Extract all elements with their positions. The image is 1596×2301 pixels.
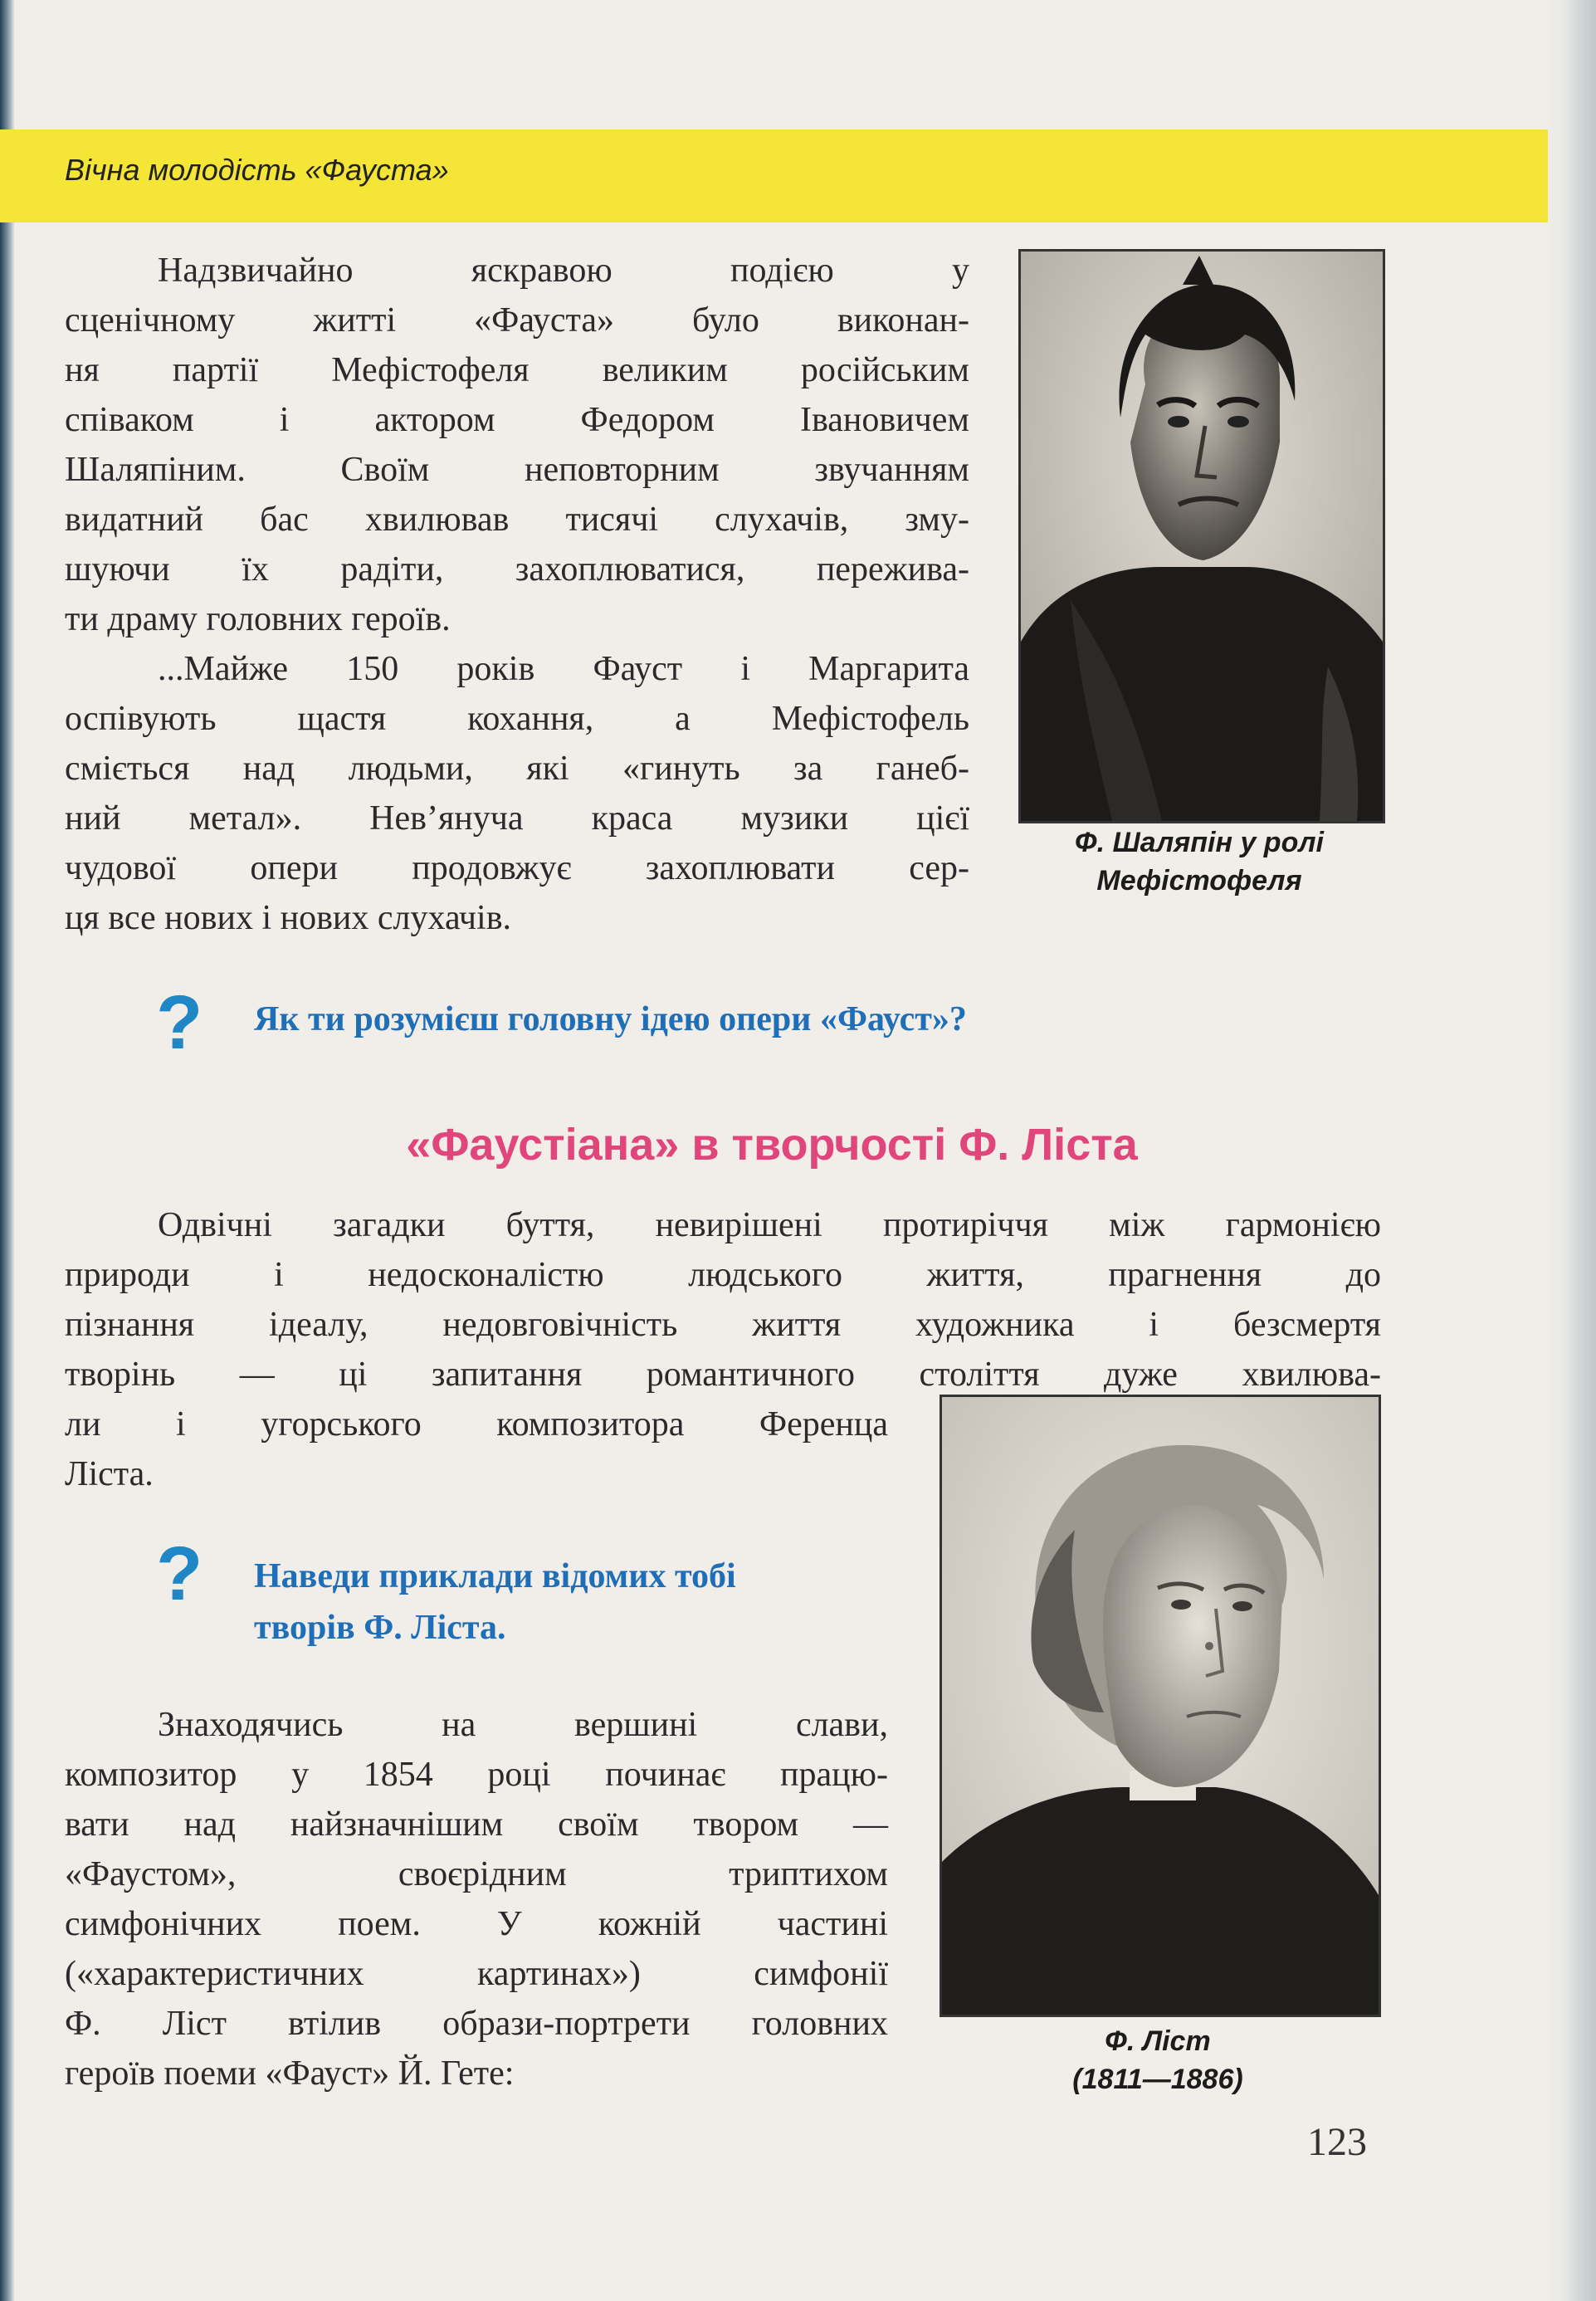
running-header: Вічна молодість «Фауста»: [65, 153, 449, 187]
page-edge: [1546, 0, 1596, 2301]
text-line: оспівують щастя кохання, а Мефістофель: [65, 700, 969, 738]
text-line: природи і недосконалістю людського життя, прагнення до: [65, 1256, 1381, 1294]
chaliapin-photo: [1018, 249, 1385, 823]
chaliapin-caption: [996, 823, 1403, 900]
text-line: творінь — ці запитання романтичного століття дуже хвилюва-: [65, 1356, 1381, 1394]
text-line: сміється над людьми, які «гинуть за ганеб-: [65, 750, 969, 788]
text-line: Надзвичайно яскравою подією у: [158, 252, 969, 290]
text-line: шуючи їх радіти, захоплюватися, пережива-: [65, 550, 969, 589]
liszt-photo: [940, 1395, 1381, 2017]
caption-line: Мефістофеля: [1096, 865, 1302, 896]
text-line: ця все нових і нових слухачів.: [65, 899, 512, 937]
section-title: «Фаустіана» в творчості Ф. Ліста: [406, 1120, 1138, 1170]
question-mark-icon: ?: [156, 1532, 203, 1616]
text-line: ...Майже 150 років Фауст і Маргарита: [158, 650, 969, 688]
text-line: сценічному житті «Фауста» було виконан-: [65, 301, 969, 340]
text-line: Шаляпіним. Своїм неповторним звучанням: [65, 451, 969, 489]
text-line: чудової опери продовжує захоплювати сер-: [65, 849, 969, 887]
text-line: Ліста.: [65, 1455, 154, 1493]
text-line: Ф. Ліст втілив образи-портрети головних: [65, 2005, 888, 2043]
text-line: Одвічні загадки буття, невирішені протиріччя між гармонією: [158, 1206, 1381, 1244]
question-liszt-works: [254, 1551, 736, 1654]
caption-line: Ф. Ліст: [1105, 2025, 1211, 2057]
text-line: композитор у 1854 році починає працю-: [65, 1756, 888, 1794]
liszt-caption: [940, 2022, 1376, 2098]
paragraph-faust-symphony: [65, 1700, 888, 2098]
caption-line: Ф. Шаляпін у ролі: [1075, 827, 1324, 858]
text-line: ний метал». Нев’януча краса музики цієї: [65, 799, 969, 838]
mephistopheles-portrait-image: [1021, 252, 1383, 821]
paragraph-opera-legacy: [65, 644, 969, 943]
text-line: симфонічних поем. У кожній частині: [65, 1905, 888, 1943]
text-line: ня партії Мефістофеля великим російським: [65, 351, 969, 389]
text-line: ли і угорського композитора Ференца: [65, 1405, 888, 1444]
caption-line: (1811—1886): [1072, 2064, 1243, 2095]
paragraph-chaliapin: [65, 246, 969, 644]
text-line: «Фаустом», своєрідним триптихом: [65, 1855, 888, 1893]
liszt-portrait-image: [942, 1397, 1379, 2015]
text-line: видатний бас хвилював тисячі слухачів, зму-: [65, 501, 969, 539]
question-line: Наведи приклади відомих тобі: [254, 1557, 736, 1595]
text-line: вати над найзначнішим своїм твором —: [65, 1805, 888, 1844]
page-number: 123: [1307, 2120, 1367, 2164]
question-opera-idea: Як ти розумієш головну ідею опери «Фауст»?: [254, 1000, 967, 1038]
text-line: Знаходячись на вершині слави,: [158, 1706, 888, 1744]
text-line: пізнання ідеалу, недовговічність життя художника і безсмертя: [65, 1306, 1381, 1344]
text-line: співаком і актором Федором Івановичем: [65, 401, 969, 439]
text-line: («характеристичних картинах») симфонії: [65, 1955, 888, 1993]
text-line: героїв поеми «Фауст» Й. Гете:: [65, 2054, 515, 2093]
question-mark-icon: ?: [156, 980, 203, 1065]
text-line: ти драму головних героїв.: [65, 600, 451, 638]
question-line: творів Ф. Ліста.: [254, 1609, 506, 1647]
